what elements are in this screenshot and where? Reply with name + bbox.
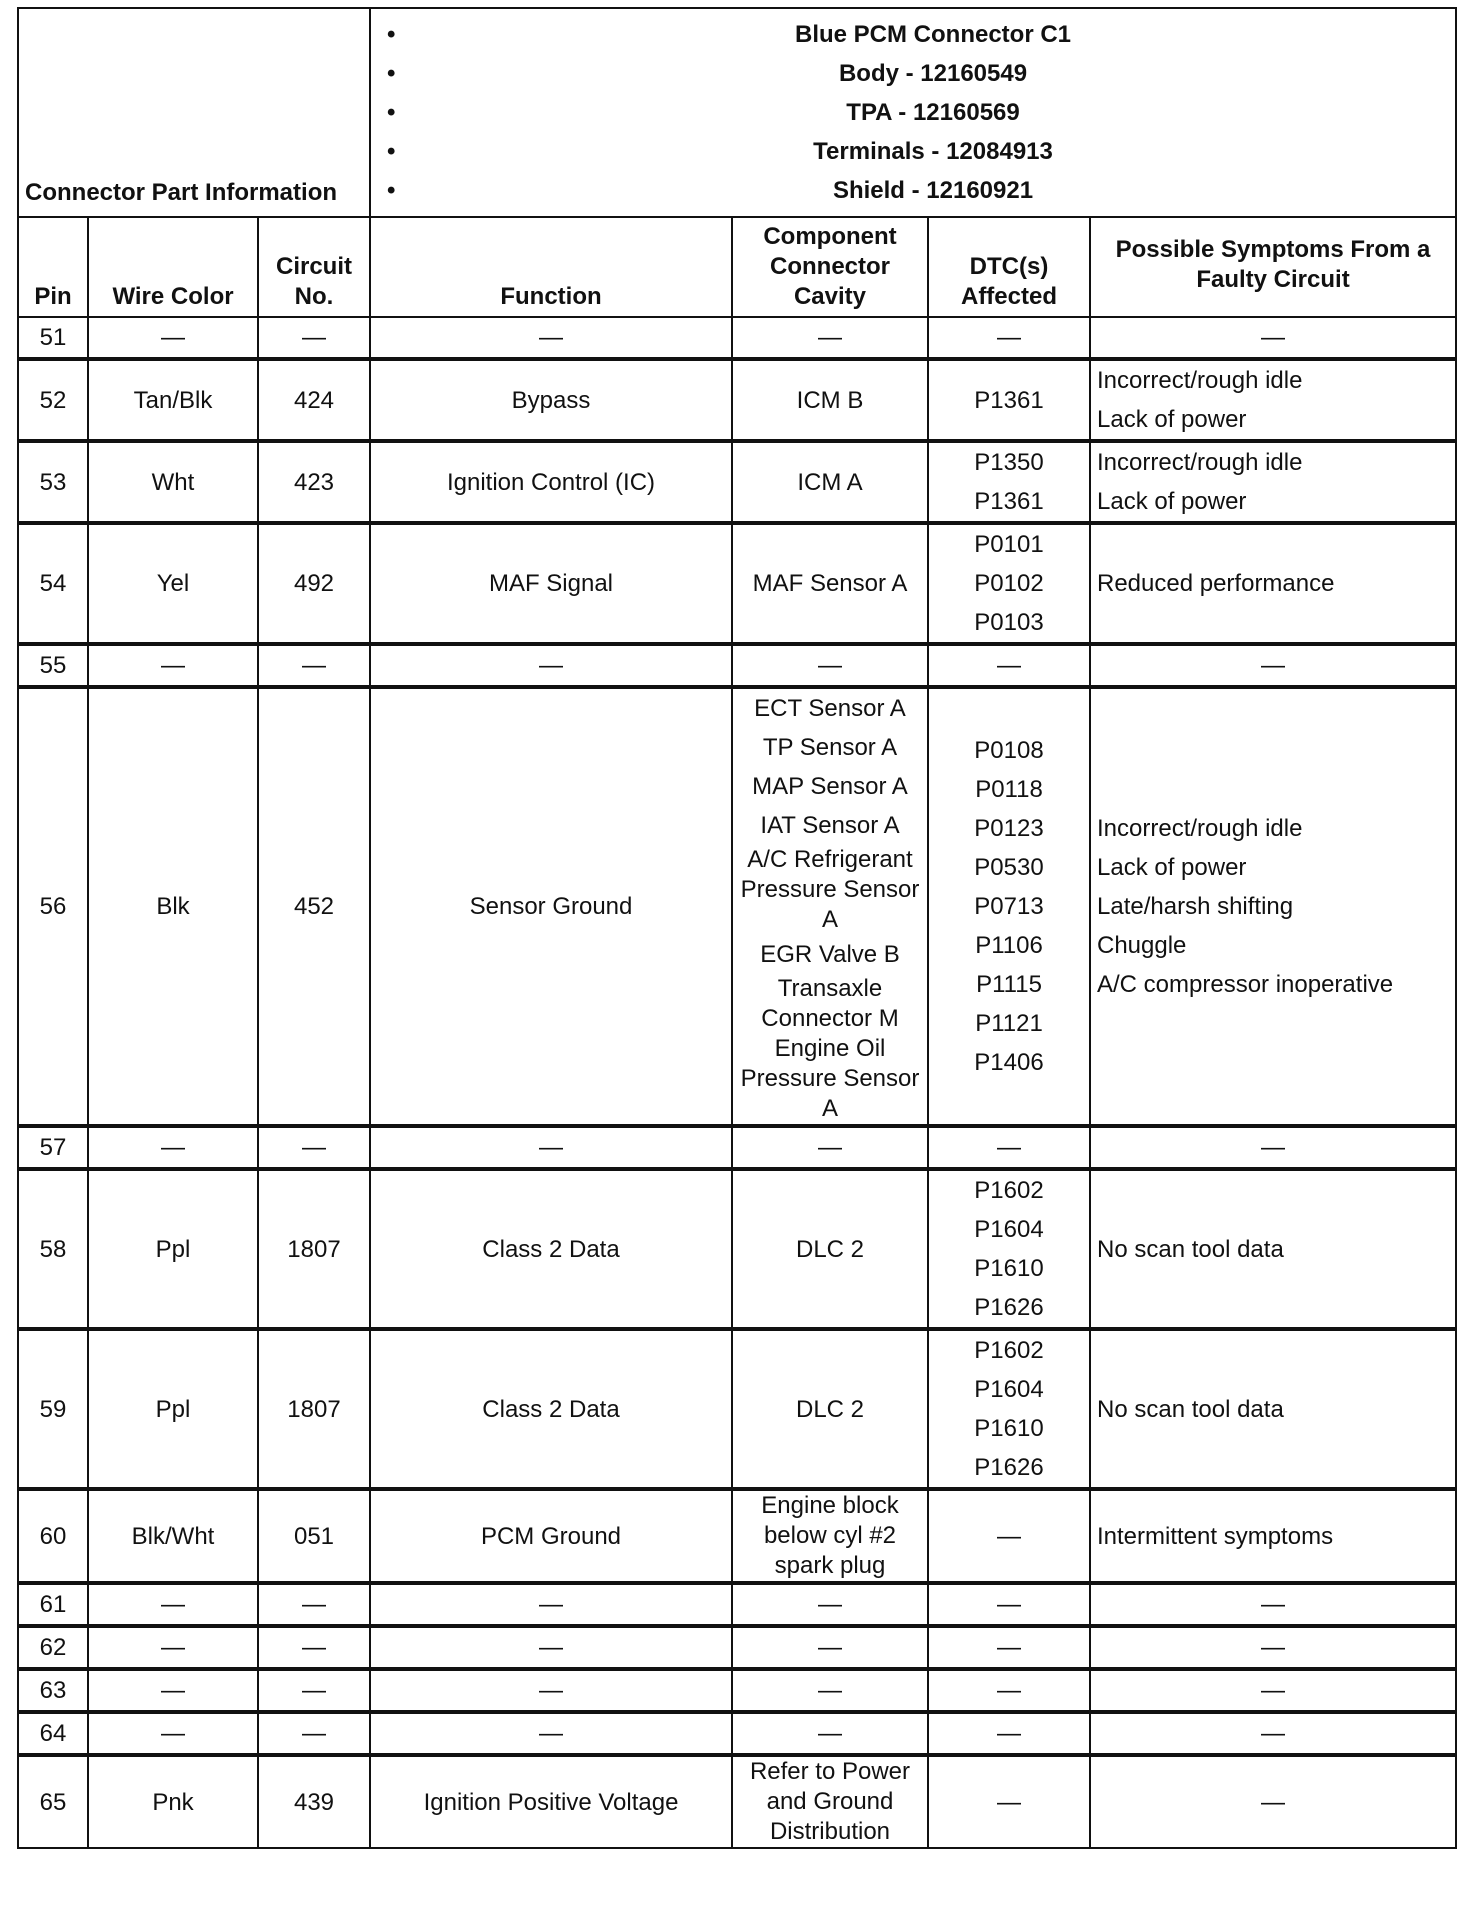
- cell-wire-color: Wht: [88, 441, 258, 523]
- cell-dtc: [928, 317, 1090, 359]
- symptom-line: Lack of power: [1097, 406, 1247, 433]
- cell-component-cavity: [732, 1669, 928, 1712]
- cell-symptoms: [1090, 1626, 1456, 1669]
- cell-pin: 61: [18, 1583, 88, 1626]
- cell-component-cavity: [732, 1126, 928, 1169]
- symptom-line: Reduced performance: [1097, 570, 1335, 597]
- cell-function: Class 2 Data: [370, 1169, 732, 1329]
- dtc-code: P1121: [975, 1010, 1043, 1037]
- cell-pin: 57: [18, 1126, 88, 1169]
- cell-symptoms: [1090, 1126, 1456, 1169]
- symptom-line: —: [1261, 1591, 1286, 1618]
- dtc-code: —: [997, 1788, 1021, 1816]
- cell-dtc: [928, 1329, 1090, 1489]
- symptom-line: Lack of power: [1097, 854, 1247, 881]
- cell-circuit-no: 1807: [258, 1329, 370, 1489]
- symptom-line: Incorrect/rough idle: [1097, 815, 1303, 842]
- cell-component-cavity: [732, 644, 928, 687]
- dtc-code: P1361: [974, 386, 1044, 414]
- header-pin: Pin: [18, 217, 88, 317]
- cell-component-cavity: [732, 1329, 928, 1489]
- cell-component-cavity: [732, 523, 928, 644]
- symptom-line: —: [1261, 1788, 1286, 1816]
- dtc-code: P0713: [974, 893, 1044, 920]
- cavity-line: —: [818, 1720, 842, 1747]
- dtc-code: P1604: [974, 1376, 1044, 1403]
- pinout-document: [17, 7, 1455, 1849]
- cell-circuit-no: 424: [258, 359, 370, 441]
- header-possible-symptoms: Possible Symptoms From a Faulty Circuit: [1090, 217, 1456, 317]
- dtc-code: —: [997, 1677, 1021, 1704]
- table-row: [18, 523, 1456, 644]
- cell-dtc: [928, 1712, 1090, 1755]
- pinout-rows: [18, 317, 1456, 1848]
- symptom-line: —: [1261, 324, 1286, 351]
- dtc-code: —: [997, 324, 1021, 351]
- symptom-line: Lack of power: [1097, 488, 1247, 515]
- cell-circuit-no: —: [258, 644, 370, 687]
- cell-function: Ignition Control (IC): [370, 441, 732, 523]
- cell-component-cavity: [732, 441, 928, 523]
- table-row: [18, 644, 1456, 687]
- cell-symptoms: [1090, 1583, 1456, 1626]
- symptom-line: A/C compressor inoperative: [1097, 971, 1394, 998]
- cell-wire-color: Pnk: [88, 1755, 258, 1848]
- cell-circuit-no: —: [258, 317, 370, 359]
- symptom-line: Intermittent symptoms: [1097, 1522, 1334, 1550]
- cell-circuit-no: —: [258, 1712, 370, 1755]
- symptom-line: Incorrect/rough idle: [1097, 367, 1303, 394]
- table-row: [18, 1583, 1456, 1626]
- cell-pin: 52: [18, 359, 88, 441]
- cavity-line: —: [818, 324, 842, 351]
- connector-info-item: • Terminals - 12084913: [417, 132, 1449, 171]
- header-wire-color: Wire Color: [88, 217, 258, 317]
- cell-function: —: [370, 1126, 732, 1169]
- cell-dtc: [928, 1583, 1090, 1626]
- symptom-line: Late/harsh shifting: [1097, 893, 1294, 920]
- cavity-line: TP Sensor A: [762, 734, 898, 761]
- cell-wire-color: Ppl: [88, 1169, 258, 1329]
- table-row: [18, 1126, 1456, 1169]
- dtc-code: P1406: [974, 1049, 1044, 1076]
- symptom-line: —: [1261, 1677, 1286, 1704]
- connector-info-list: [377, 9, 1449, 216]
- cell-function: Ignition Positive Voltage: [370, 1755, 732, 1848]
- column-header-row: [18, 217, 1456, 317]
- cell-component-cavity: [732, 1489, 928, 1583]
- dtc-code: P0123: [974, 815, 1044, 842]
- cell-component-cavity: [732, 1169, 928, 1329]
- cell-component-cavity: [732, 1583, 928, 1626]
- table-row: [18, 1755, 1456, 1848]
- table-row: [18, 1489, 1456, 1583]
- cell-dtc: [928, 644, 1090, 687]
- cell-component-cavity: [732, 1626, 928, 1669]
- cavity-line: DLC 2: [795, 1235, 865, 1263]
- cavity-line: —: [818, 652, 842, 679]
- cavity-line: MAF Sensor A: [752, 570, 908, 597]
- cell-wire-color: —: [88, 317, 258, 359]
- cell-symptoms: [1090, 1489, 1456, 1583]
- cell-wire-color: Blk: [88, 687, 258, 1126]
- table-row: [18, 1669, 1456, 1712]
- cell-component-cavity: [732, 317, 928, 359]
- cavity-line: —: [818, 1591, 842, 1618]
- cell-dtc: [928, 1489, 1090, 1583]
- connector-info-item: • Shield - 12160921: [417, 171, 1449, 210]
- dtc-code: —: [997, 1634, 1021, 1661]
- dtc-code: P1361: [974, 488, 1044, 515]
- cell-pin: 62: [18, 1626, 88, 1669]
- header-function: Function: [370, 217, 732, 317]
- dtc-code: —: [997, 1522, 1021, 1550]
- pinout-table: [17, 7, 1457, 1849]
- cell-wire-color: Blk/Wht: [88, 1489, 258, 1583]
- cell-dtc: [928, 359, 1090, 441]
- cavity-line: —: [818, 1677, 842, 1704]
- cell-wire-color: Yel: [88, 523, 258, 644]
- dtc-code: —: [997, 1720, 1021, 1747]
- dtc-code: P0108: [974, 737, 1044, 764]
- cavity-line: ICM B: [796, 386, 864, 414]
- cavity-line: IAT Sensor A: [760, 812, 900, 839]
- cell-symptoms: [1090, 644, 1456, 687]
- cavity-line: EGR Valve B: [760, 941, 900, 968]
- cell-symptoms: [1090, 523, 1456, 644]
- dtc-code: P1350: [974, 449, 1044, 476]
- cell-symptoms: [1090, 1755, 1456, 1848]
- connector-info-row: [18, 8, 1456, 217]
- table-row: [18, 359, 1456, 441]
- dtc-code: P0102: [974, 570, 1044, 597]
- cell-circuit-no: —: [258, 1583, 370, 1626]
- dtc-code: P1626: [974, 1294, 1044, 1321]
- cell-component-cavity: [732, 359, 928, 441]
- dtc-code: —: [997, 1134, 1021, 1161]
- cell-wire-color: Ppl: [88, 1329, 258, 1489]
- cell-function: —: [370, 1712, 732, 1755]
- connector-info-cell: [370, 8, 1456, 217]
- cell-dtc: [928, 1169, 1090, 1329]
- cell-dtc: [928, 523, 1090, 644]
- table-row: [18, 1169, 1456, 1329]
- cell-dtc: [928, 687, 1090, 1126]
- cell-pin: 55: [18, 644, 88, 687]
- cavity-line: ECT Sensor A: [754, 695, 906, 722]
- cell-pin: 64: [18, 1712, 88, 1755]
- dtc-code: P1106: [975, 932, 1043, 959]
- table-row: [18, 687, 1456, 1126]
- dtc-code: —: [997, 652, 1021, 679]
- cell-function: —: [370, 1583, 732, 1626]
- cell-symptoms: [1090, 359, 1456, 441]
- symptom-line: —: [1261, 652, 1286, 679]
- cell-pin: 59: [18, 1329, 88, 1489]
- cell-wire-color: —: [88, 1669, 258, 1712]
- cell-wire-color: —: [88, 1712, 258, 1755]
- cell-circuit-no: —: [258, 1126, 370, 1169]
- cell-symptoms: [1090, 1712, 1456, 1755]
- dtc-code: P1602: [974, 1337, 1044, 1364]
- cell-pin: 56: [18, 687, 88, 1126]
- cell-pin: 65: [18, 1755, 88, 1848]
- cavity-line: —: [818, 1134, 842, 1161]
- header-component-cavity: Component Connector Cavity: [732, 217, 928, 317]
- dtc-code: P1115: [976, 971, 1042, 998]
- dtc-code: P1626: [974, 1454, 1044, 1481]
- cell-wire-color: —: [88, 644, 258, 687]
- cell-dtc: [928, 1755, 1090, 1848]
- symptom-line: Incorrect/rough idle: [1097, 449, 1303, 476]
- header-dtc-affected: DTC(s) Affected: [928, 217, 1090, 317]
- symptom-line: Chuggle: [1097, 932, 1187, 959]
- cell-circuit-no: —: [258, 1626, 370, 1669]
- connector-info-item: • Blue PCM Connector C1: [417, 15, 1449, 54]
- cell-circuit-no: 439: [258, 1755, 370, 1848]
- cell-symptoms: [1090, 1329, 1456, 1489]
- dtc-code: P1602: [974, 1177, 1044, 1204]
- cell-function: —: [370, 1669, 732, 1712]
- cell-wire-color: —: [88, 1583, 258, 1626]
- cavity-line: MAP Sensor A: [752, 773, 908, 800]
- symptom-line: —: [1261, 1134, 1286, 1161]
- cavity-line: Refer to Power and Ground Distribution: [749, 1758, 911, 1845]
- cell-dtc: [928, 1126, 1090, 1169]
- cell-symptoms: [1090, 687, 1456, 1126]
- cell-pin: 51: [18, 317, 88, 359]
- cell-circuit-no: —: [258, 1669, 370, 1712]
- cavity-line: —: [818, 1634, 842, 1661]
- cell-dtc: [928, 441, 1090, 523]
- table-row: [18, 1626, 1456, 1669]
- cell-circuit-no: 452: [258, 687, 370, 1126]
- cavity-line: DLC 2: [795, 1395, 865, 1423]
- table-row: [18, 1712, 1456, 1755]
- cell-circuit-no: 492: [258, 523, 370, 644]
- cavity-line: Transaxle Connector M: [761, 975, 899, 1032]
- connector-info-item: • TPA - 12160569: [417, 93, 1449, 132]
- symptom-line: No scan tool data: [1097, 1235, 1284, 1263]
- cavity-line: Engine block below cyl #2 spark plug: [761, 1492, 899, 1579]
- cell-symptoms: [1090, 317, 1456, 359]
- cell-wire-color: Tan/Blk: [88, 359, 258, 441]
- connector-info-label: Connector Part Information: [18, 8, 370, 217]
- cell-function: Sensor Ground: [370, 687, 732, 1126]
- header-circuit-no: Circuit No.: [258, 217, 370, 317]
- cell-pin: 60: [18, 1489, 88, 1583]
- symptom-line: No scan tool data: [1097, 1395, 1284, 1423]
- cell-wire-color: —: [88, 1626, 258, 1669]
- table-row: [18, 1329, 1456, 1489]
- cell-circuit-no: 423: [258, 441, 370, 523]
- dtc-code: P0118: [975, 776, 1043, 803]
- cell-pin: 58: [18, 1169, 88, 1329]
- connector-info-item: • Body - 12160549: [417, 54, 1449, 93]
- cell-wire-color: —: [88, 1126, 258, 1169]
- dtc-code: P0103: [974, 609, 1044, 636]
- cell-symptoms: [1090, 1169, 1456, 1329]
- cell-circuit-no: 1807: [258, 1169, 370, 1329]
- dtc-code: P1610: [974, 1415, 1044, 1442]
- cell-component-cavity: [732, 1755, 928, 1848]
- cell-component-cavity: [732, 687, 928, 1126]
- cell-function: —: [370, 644, 732, 687]
- dtc-code: P1610: [974, 1255, 1044, 1282]
- cell-component-cavity: [732, 1712, 928, 1755]
- cell-function: —: [370, 317, 732, 359]
- cell-dtc: [928, 1669, 1090, 1712]
- cavity-line: ICM A: [797, 468, 863, 496]
- cell-symptoms: [1090, 441, 1456, 523]
- dtc-code: P0530: [974, 854, 1044, 881]
- cell-dtc: [928, 1626, 1090, 1669]
- cell-function: Bypass: [370, 359, 732, 441]
- dtc-code: P1604: [974, 1216, 1044, 1243]
- cell-pin: 54: [18, 523, 88, 644]
- cell-circuit-no: 051: [258, 1489, 370, 1583]
- cell-pin: 63: [18, 1669, 88, 1712]
- cell-function: Class 2 Data: [370, 1329, 732, 1489]
- symptom-line: —: [1261, 1634, 1286, 1661]
- dtc-code: —: [997, 1591, 1021, 1618]
- cell-function: MAF Signal: [370, 523, 732, 644]
- cell-function: —: [370, 1626, 732, 1669]
- cavity-line: Engine Oil Pressure Sensor A: [740, 1035, 920, 1122]
- dtc-code: P0101: [974, 531, 1044, 558]
- cell-symptoms: [1090, 1669, 1456, 1712]
- table-row: [18, 317, 1456, 359]
- cell-pin: 53: [18, 441, 88, 523]
- cavity-line: A/C Refrigerant Pressure Sensor A: [740, 846, 920, 933]
- cell-function: PCM Ground: [370, 1489, 732, 1583]
- symptom-line: —: [1261, 1720, 1286, 1747]
- table-row: [18, 441, 1456, 523]
